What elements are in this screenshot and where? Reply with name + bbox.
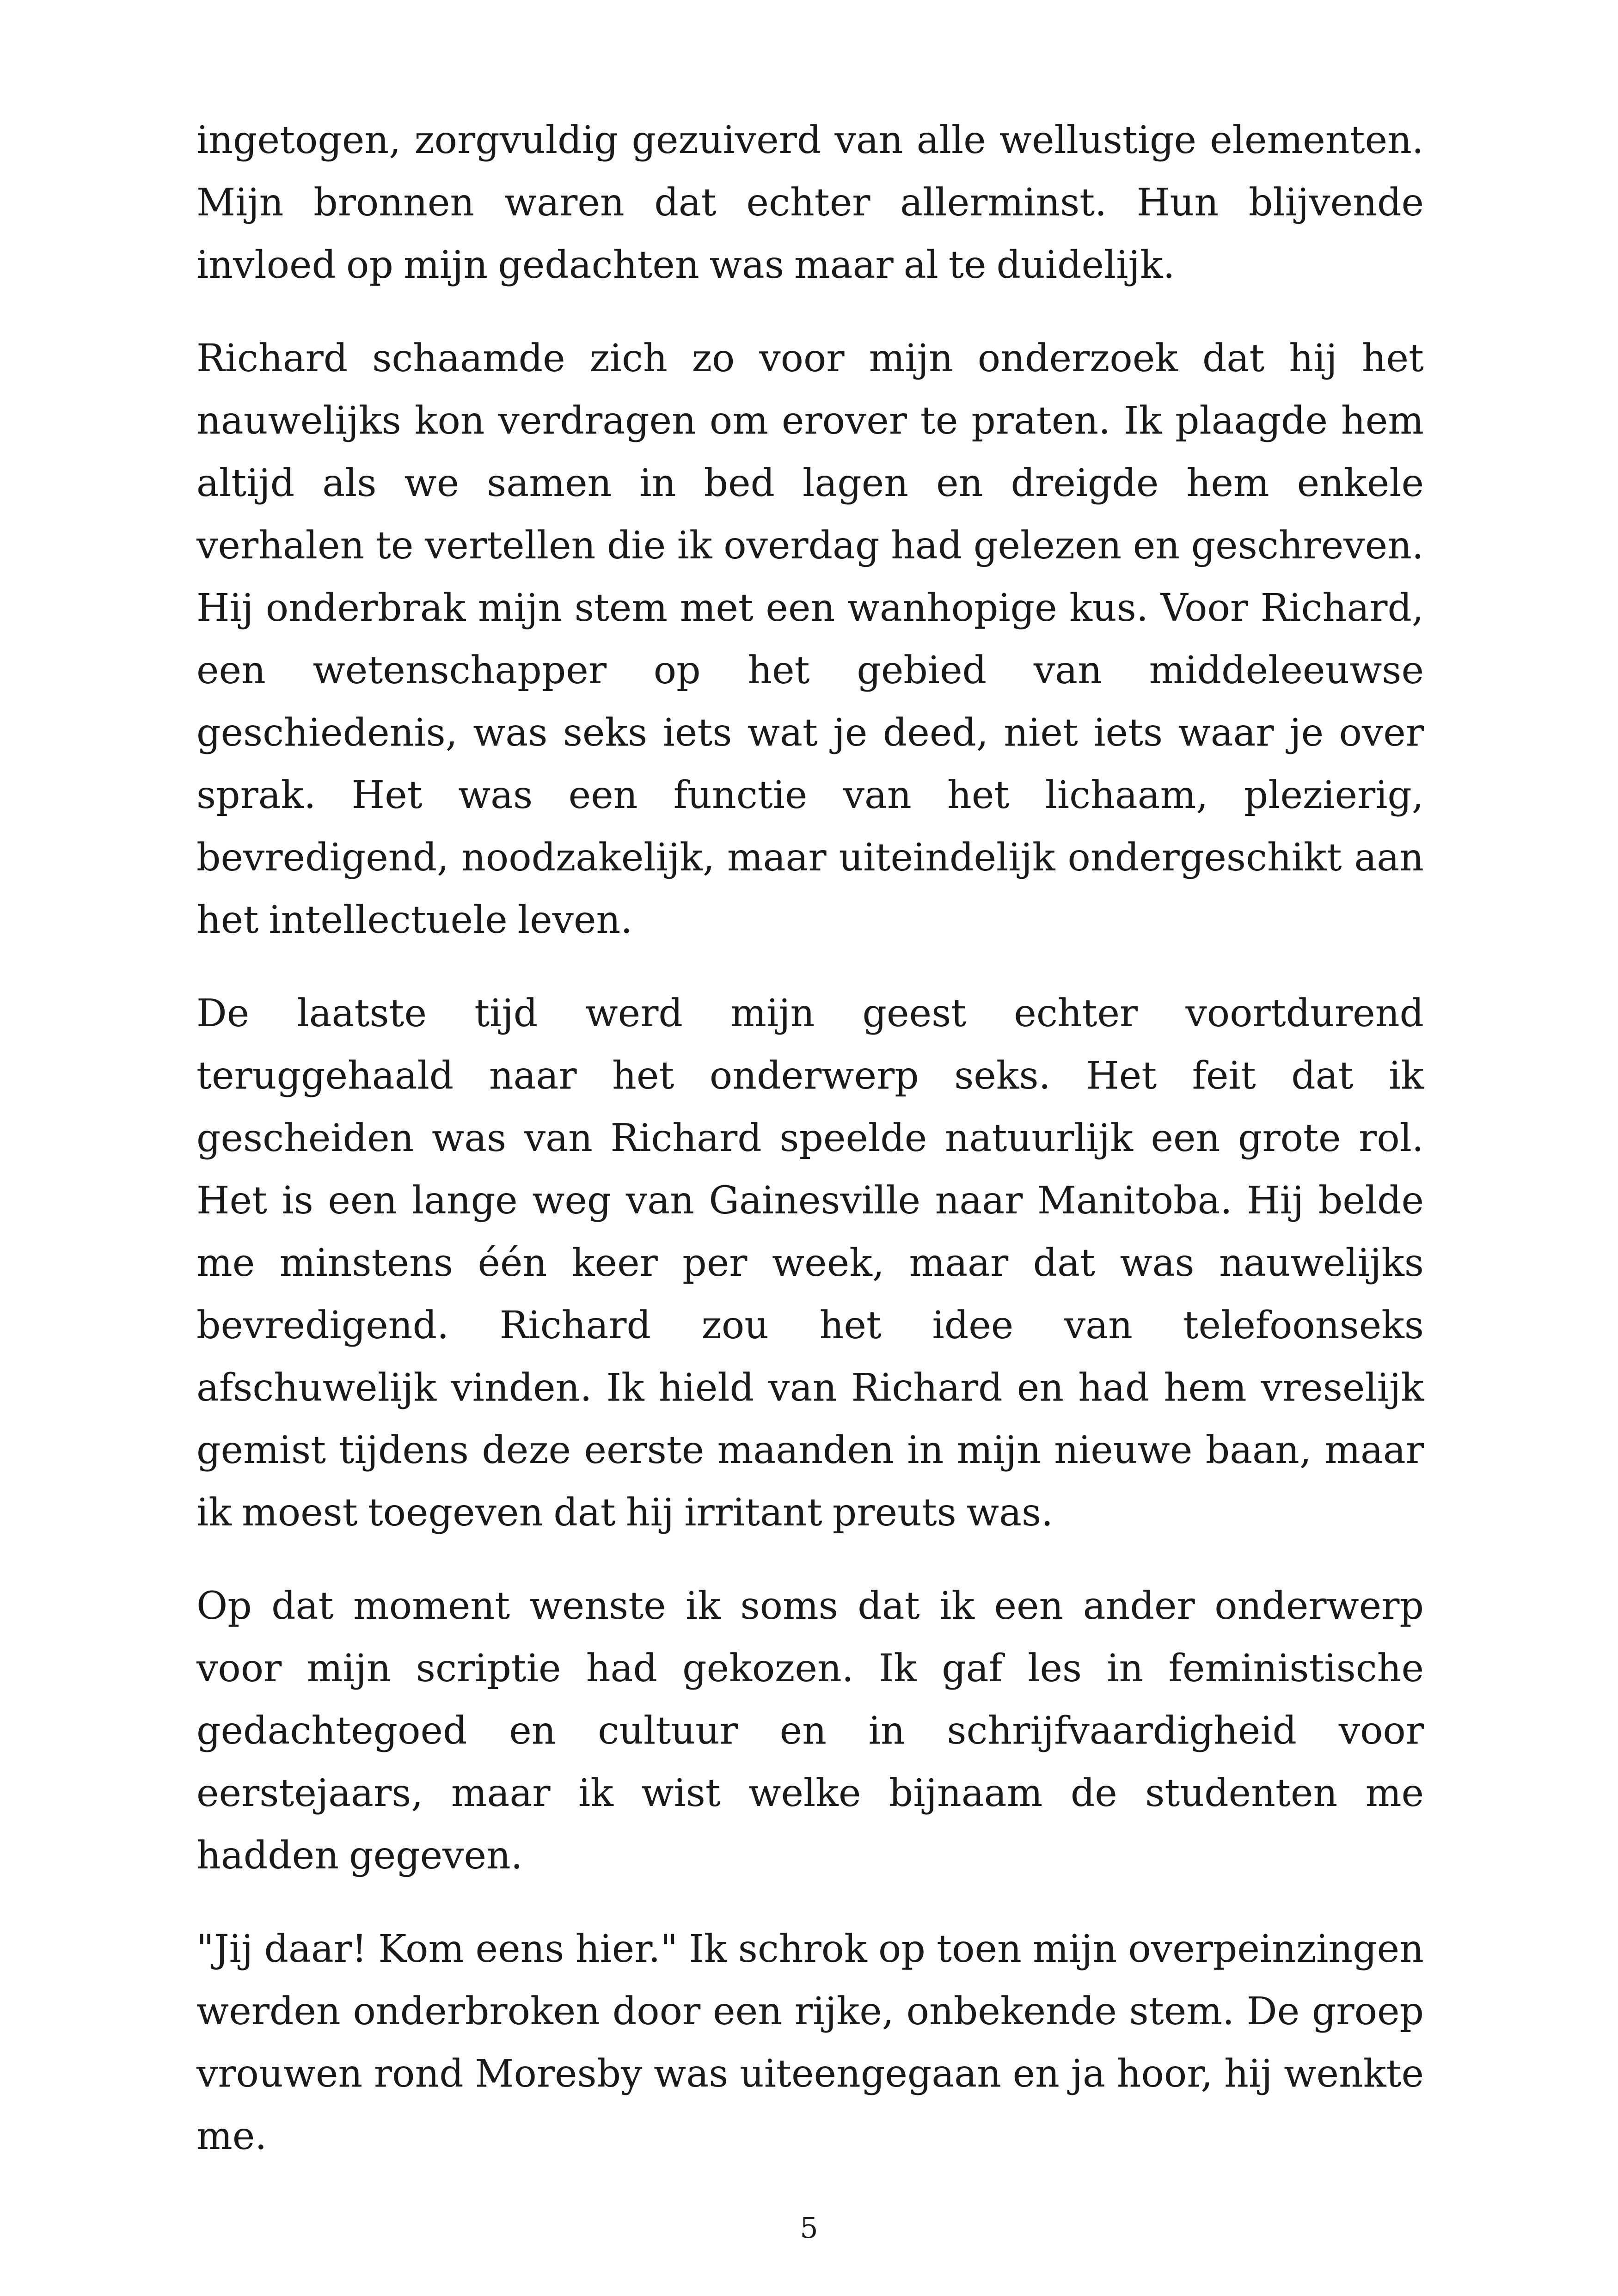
page-body xyxy=(196,109,1424,2198)
paragraph-4: Op dat moment wenste ik soms dat ik een ander onderwerp voor mijn scriptie had gekozen. Ik gaf les in feministische gedachtegoed en cultuur en in schrijfvaardigheid voor eerstejaars, maar ik wist welke bijnaam de studenten me hadden gegeven. xyxy=(196,1584,1424,1878)
paragraph-1: ingetogen, zorgvuldig gezuiverd van alle wellustige elementen. Mijn bronnen waren dat echter allerminst. Hun blijvende invloed op mijn gedachten was maar al te duidelijk. xyxy=(196,118,1424,287)
page-number: 5 xyxy=(800,2211,818,2245)
paragraph-3: De laatste tijd werd mijn geest echter voortdurend teruggehaald naar het onderwerp seks. Het feit dat ik gescheiden was van Richard speelde natuurlijk een grote rol. Het is een lange weg van Gainesville naar Manitoba. Hij belde me minstens één keer per week, maar dat was nauwelijks bevredigend. Richard zou het idee van telefoonseks afschuwelijk vinden. Ik hield van Richard en had hem vreselijk gemist tijdens deze eerste maanden in mijn nieuwe baan, maar ik moest toegeven dat hij irritant preuts was. xyxy=(196,992,1424,1535)
paragraph-2: Richard schaamde zich zo voor mijn onderzoek dat hij het nauwelijks kon verdragen om erover te praten. Ik plaagde hem altijd als we samen in bed lagen en dreigde hem enkele verhalen te vertellen die ik overdag had gelezen en geschreven. Hij onderbrak mijn stem met een wanhopige kus. Voor Richard, een wetenschapper op het gebied van middeleeuwse geschiedenis, was seks iets wat je deed, niet iets waar je over sprak. Het was een functie van het lichaam, plezierig, bevredigend, noodzakelijk, maar uiteindelijk ondergeschikt aan het intellectuele leven. xyxy=(196,337,1424,942)
paragraph-5: "Jij daar! Kom eens hier." Ik schrok op toen mijn overpeinzingen werden onderbroken door een rijke, onbekende stem. De groep vrouwen rond Moresby was uiteengegaan en ja hoor, hij wenkte me. xyxy=(196,1927,1424,2158)
